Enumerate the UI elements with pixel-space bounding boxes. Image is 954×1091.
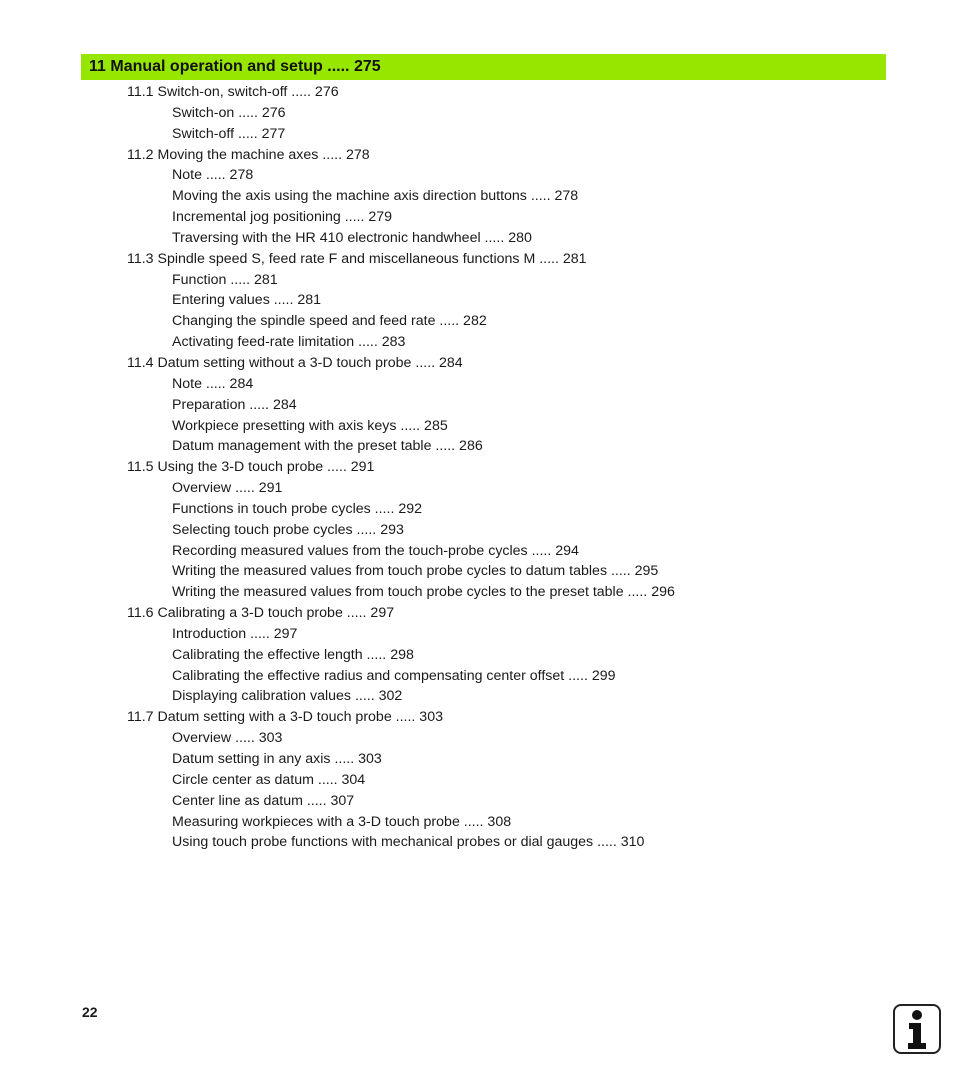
toc-subsection-entry[interactable]: Introduction ..... 297 [172,625,298,642]
table-of-contents [0,82,954,853]
toc-subsection-entry[interactable]: Overview ..... 303 [172,730,283,747]
info-icon [902,1008,932,1050]
toc-subsection-entry[interactable]: Switch-off ..... 277 [172,125,286,142]
toc-section-entry[interactable]: 11.2 Moving the machine axes ..... 278 [127,146,370,163]
toc-section-entry[interactable]: 11.6 Calibrating a 3-D touch probe ..... 297 [127,605,395,622]
toc-subsection-entry[interactable]: Datum management with the preset table ..... 286 [172,438,483,455]
toc-subsection-entry[interactable]: Overview ..... 291 [172,480,283,497]
toc-subsection-entry[interactable]: Traversing with the HR 410 electronic handwheel ..... 280 [172,229,532,246]
page-number: 22 [82,1004,98,1020]
toc-subsection-entry[interactable]: Functions in touch probe cycles ..... 292 [172,500,422,517]
toc-section-entry[interactable]: 11.4 Datum setting without a 3-D touch probe ..... 284 [127,354,463,371]
toc-section-entry[interactable]: 11.7 Datum setting with a 3-D touch probe ..... 303 [127,709,443,726]
toc-subsection-entry[interactable]: Calibrating the effective radius and compensating center offset ..... 299 [172,667,616,684]
toc-subsection-entry[interactable]: Center line as datum ..... 307 [172,792,355,809]
chapter-title[interactable]: 11 Manual operation and setup ..... 275 [89,58,381,75]
toc-subsection-entry[interactable]: Recording measured values from the touch-probe cycles ..... 294 [172,542,579,559]
toc-subsection-entry[interactable]: Moving the axis using the machine axis direction buttons ..... 278 [172,188,579,205]
toc-subsection-entry[interactable]: Calibrating the effective length ..... 298 [172,646,414,663]
toc-section-entry[interactable]: 11.1 Switch-on, switch-off ..... 276 [127,84,339,100]
info-button[interactable] [893,1004,941,1054]
toc-subsection-entry[interactable]: Writing the measured values from touch probe cycles to datum tables ..... 295 [172,563,659,580]
toc-subsection-entry[interactable]: Incremental jog positioning ..... 279 [172,209,393,226]
toc-subsection-entry[interactable]: Entering values ..... 281 [172,292,322,309]
toc-subsection-entry[interactable]: Datum setting in any axis ..... 303 [172,751,382,767]
toc-section-entry[interactable]: 11.3 Spindle speed S, feed rate F and miscellaneous functions M ..... 281 [127,250,587,267]
toc-subsection-entry[interactable]: Using touch probe functions with mechanical probes or dial gauges ..... 310 [172,834,645,851]
toc-subsection-entry[interactable]: Changing the spindle speed and feed rate ..... 282 [172,313,487,330]
toc-subsection-entry[interactable]: Writing the measured values from touch probe cycles to the preset table ..... 296 [172,584,675,601]
toc-subsection-entry[interactable]: Function ..... 281 [172,271,278,288]
toc-subsection-entry[interactable]: Preparation ..... 284 [172,396,297,413]
toc-subsection-entry[interactable]: Note ..... 278 [172,167,254,184]
toc-subsection-entry[interactable]: Workpiece presetting with axis keys ..... 285 [172,417,448,434]
toc-subsection-entry[interactable]: Note ..... 284 [172,375,254,392]
toc-subsection-entry[interactable]: Displaying calibration values ..... 302 [172,688,403,705]
toc-subsection-entry[interactable]: Activating feed-rate limitation ..... 283 [172,334,406,351]
toc-subsection-entry[interactable]: Measuring workpieces with a 3-D touch probe ..... 308 [172,813,512,830]
toc-subsection-entry[interactable]: Switch-on ..... 276 [172,104,286,121]
toc-subsection-entry[interactable]: Circle center as datum ..... 304 [172,771,366,788]
chapter-heading-bar [81,54,886,80]
toc-subsection-entry[interactable]: Selecting touch probe cycles ..... 293 [172,521,404,538]
toc-section-entry[interactable]: 11.5 Using the 3-D touch probe ..... 291 [127,459,375,476]
